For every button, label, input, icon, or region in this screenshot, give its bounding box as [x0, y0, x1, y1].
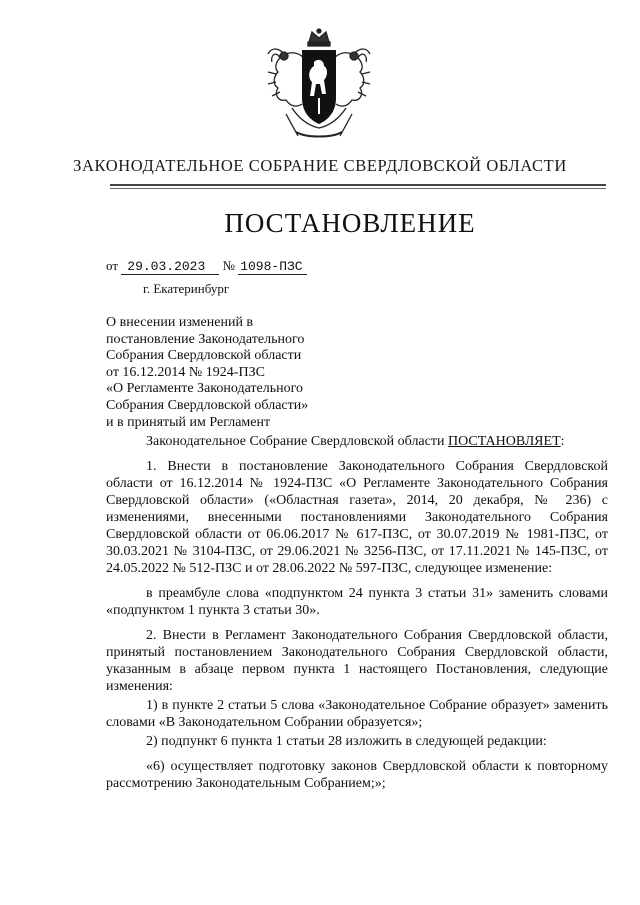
paragraph-1-amendment: в преамбуле слова «подпунктом 24 пункта 3 статьи 31» заменить словами «подпунктом 1 пункта 3 статьи 30».	[106, 586, 608, 618]
paragraph-2-item-3: «6) осуществляет подготовку законов Свердловской области к повторному рассмотрению Законодательным Собранием;»;	[106, 759, 608, 791]
header-divider-thin	[110, 188, 606, 189]
document-number: 1098-ПЗС	[238, 260, 306, 275]
document-date: 29.03.2023	[121, 260, 219, 275]
city-of-issue: г. Екатеринбург	[143, 281, 230, 296]
paragraph-1: 1. Внести в постановление Законодательного Собрания Свердловской области от 16.12.2014 № 1924-ПЗС «О Регламенте Законодательного Собрания Свердловской области» («Областная газета», 2014, 20 декабря, № 236) с изменениями, внесенными постановлениями Законодательного Собрания Свердловской области от 06.06.2017 № 617-ПЗС, от 30.07.2019 № 1981-ПЗС, от 30.03.2021 № 3104-ПЗС, от 29.06.2021 № 3256-ПЗС, от 17.11.2021 № 145-ПЗС, от 24.05.2022 № 512-ПЗС и от 28.06.2022 № 597-ПЗС, следующее изменение:	[106, 459, 608, 576]
document-body	[106, 433, 608, 800]
subject-line: «О Регламенте Законодательного	[106, 381, 304, 397]
date-number-line	[106, 258, 307, 275]
header-divider-thick	[110, 184, 606, 186]
intro-paragraph	[106, 433, 608, 450]
subject-line: Собрания Свердловской области»	[106, 397, 309, 413]
decision-word: ПОСТАНОВЛЯЕТ	[447, 434, 561, 449]
document-subject	[106, 315, 308, 431]
paragraph-2: 2. Внести в Регламент Законодательного Собрания Свердловской области, принятый постановлением Законодательного Собрания Свердловской области, указанным в абзаце первом пункта 1 настоящего Постановления, следующие изменения:	[106, 628, 608, 694]
intro-colon: :	[560, 434, 565, 449]
intro-text: Законодательное Собрание Свердловской области	[146, 434, 448, 449]
coat-of-arms-emblem	[266, 28, 372, 144]
subject-line: постановление Законодательного	[106, 331, 305, 347]
paragraph-2-item-1: 1) в пункте 2 статьи 5 слова «Законодательное Собрание образует» заменить словами «В Законодательном Собрании образуется»;	[106, 698, 608, 730]
subject-line: от 16.12.2014 № 1924-ПЗС	[106, 364, 265, 380]
number-prefix: №	[222, 258, 235, 273]
subject-line: О внесении изменений в	[106, 315, 254, 330]
subject-line: Собрания Свердловской области	[106, 348, 302, 364]
organization-name: ЗАКОНОДАТЕЛЬНОЕ СОБРАНИЕ СВЕРДЛОВСКОЙ ОБЛАСТИ	[73, 156, 567, 175]
paragraph-2-item-2: 2) подпункт 6 пункта 1 статьи 28 изложить в следующей редакции:	[146, 734, 547, 749]
date-prefix: от	[106, 258, 119, 273]
subject-line: и в принятый им Регламент	[106, 414, 271, 430]
document-type-title: ПОСТАНОВЛЕНИЕ	[224, 208, 476, 238]
